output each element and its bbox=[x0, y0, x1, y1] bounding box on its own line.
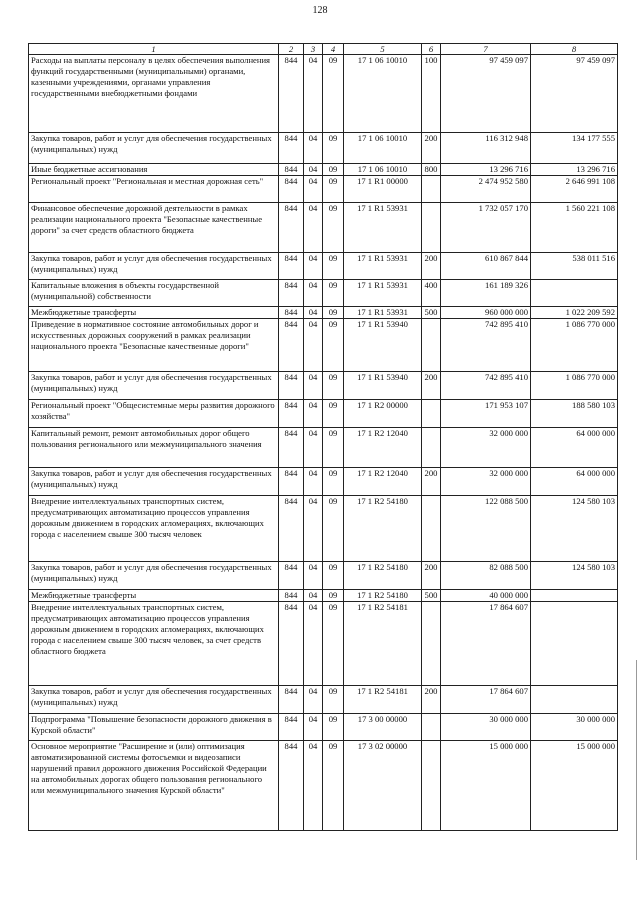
expense-type-code: 200 bbox=[422, 562, 441, 590]
admin-code: 844 bbox=[279, 714, 304, 741]
column-number: 7 bbox=[441, 44, 531, 55]
subsection-code: 09 bbox=[323, 372, 344, 400]
item-description: Внедрение интеллектуальных транспортных систем, предусматривающих автоматизацию процессов управления дорожным движением в городских агломерациях, включающих города с населением свыше 300 тысяч человек bbox=[29, 496, 279, 562]
table-row bbox=[29, 164, 618, 176]
section-code: 04 bbox=[304, 496, 323, 562]
subsection-code: 09 bbox=[323, 686, 344, 714]
target-article-code: 17 3 02 00000 bbox=[344, 741, 422, 831]
target-article-code: 17 1 R1 53931 bbox=[344, 253, 422, 280]
admin-code: 844 bbox=[279, 164, 304, 176]
expense-type-code: 800 bbox=[422, 164, 441, 176]
item-description: Внедрение интеллектуальных транспортных систем, предусматривающих автоматизацию процессов управления дорожным движением в городских агломерациях, включающих города с населением свыше 300 тысяч человек, за счет средств областного бюджета bbox=[29, 602, 279, 686]
amount-year-1: 610 867 844 bbox=[441, 253, 531, 280]
target-article-code: 17 1 R1 53931 bbox=[344, 307, 422, 319]
item-description: Закупка товаров, работ и услуг для обеспечения государственных (муниципальных) нужд bbox=[29, 686, 279, 714]
table-row bbox=[29, 562, 618, 590]
item-description: Капитальный ремонт, ремонт автомобильных дорог общего пользования регионального или межмуниципального значения bbox=[29, 428, 279, 468]
table-row bbox=[29, 55, 618, 133]
admin-code: 844 bbox=[279, 496, 304, 562]
table-row bbox=[29, 203, 618, 253]
amount-year-2: 30 000 000 bbox=[531, 714, 618, 741]
page-number: 128 bbox=[312, 5, 328, 16]
admin-code: 844 bbox=[279, 741, 304, 831]
table-row bbox=[29, 686, 618, 714]
amount-year-2: 1 086 770 000 bbox=[531, 319, 618, 372]
table-row bbox=[29, 428, 618, 468]
section-code: 04 bbox=[304, 686, 323, 714]
amount-year-2: 15 000 000 bbox=[531, 741, 618, 831]
expense-type-code bbox=[422, 714, 441, 741]
target-article-code: 17 1 R2 54180 bbox=[344, 562, 422, 590]
amount-year-1: 32 000 000 bbox=[441, 468, 531, 496]
subsection-code: 09 bbox=[323, 496, 344, 562]
expense-type-code: 200 bbox=[422, 372, 441, 400]
amount-year-1: 2 474 952 580 bbox=[441, 176, 531, 203]
target-article-code: 17 3 00 00000 bbox=[344, 714, 422, 741]
section-code: 04 bbox=[304, 741, 323, 831]
target-article-code: 17 1 R2 54181 bbox=[344, 602, 422, 686]
amount-year-2 bbox=[531, 602, 618, 686]
table-row bbox=[29, 372, 618, 400]
subsection-code: 09 bbox=[323, 280, 344, 307]
expense-type-code: 200 bbox=[422, 686, 441, 714]
item-description: Закупка товаров, работ и услуг для обеспечения государственных (муниципальных) нужд bbox=[29, 468, 279, 496]
amount-year-2: 1 560 221 108 bbox=[531, 203, 618, 253]
section-code: 04 bbox=[304, 176, 323, 203]
expense-type-code bbox=[422, 400, 441, 428]
amount-year-2: 1 022 209 592 bbox=[531, 307, 618, 319]
section-code: 04 bbox=[304, 400, 323, 428]
target-article-code: 17 1 R2 00000 bbox=[344, 400, 422, 428]
subsection-code: 09 bbox=[323, 319, 344, 372]
admin-code: 844 bbox=[279, 319, 304, 372]
column-number: 4 bbox=[323, 44, 344, 55]
admin-code: 844 bbox=[279, 55, 304, 133]
column-number: 1 bbox=[29, 44, 279, 55]
subsection-code: 09 bbox=[323, 428, 344, 468]
table-row bbox=[29, 253, 618, 280]
target-article-code: 17 1 R2 54180 bbox=[344, 496, 422, 562]
amount-year-2: 124 580 103 bbox=[531, 562, 618, 590]
expense-type-code bbox=[422, 741, 441, 831]
section-code: 04 bbox=[304, 280, 323, 307]
subsection-code: 09 bbox=[323, 468, 344, 496]
expense-type-code bbox=[422, 203, 441, 253]
expense-type-code bbox=[422, 428, 441, 468]
expense-type-code: 200 bbox=[422, 253, 441, 280]
item-description: Иные бюджетные ассигнования bbox=[29, 164, 279, 176]
amount-year-2: 97 459 097 bbox=[531, 55, 618, 133]
column-number: 6 bbox=[422, 44, 441, 55]
expense-type-code bbox=[422, 176, 441, 203]
item-description: Приведение в нормативное состояние автомобильных дорог и искусственных дорожных сооружений в рамках реализации национального проекта "Безопасные качественные дороги" bbox=[29, 319, 279, 372]
amount-year-1: 17 864 607 bbox=[441, 602, 531, 686]
subsection-code: 09 bbox=[323, 203, 344, 253]
table-row bbox=[29, 590, 618, 602]
column-number: 5 bbox=[344, 44, 422, 55]
amount-year-2: 2 646 991 108 bbox=[531, 176, 618, 203]
amount-year-1: 40 000 000 bbox=[441, 590, 531, 602]
admin-code: 844 bbox=[279, 428, 304, 468]
item-description: Закупка товаров, работ и услуг для обеспечения государственных (муниципальных) нужд bbox=[29, 133, 279, 164]
amount-year-1: 742 895 410 bbox=[441, 372, 531, 400]
table-row bbox=[29, 468, 618, 496]
section-code: 04 bbox=[304, 428, 323, 468]
subsection-code: 09 bbox=[323, 741, 344, 831]
section-code: 04 bbox=[304, 253, 323, 280]
table-row bbox=[29, 307, 618, 319]
amount-year-1: 122 088 500 bbox=[441, 496, 531, 562]
item-description: Расходы на выплаты персоналу в целях обеспечения выполнения функций государственными (муниципальными) органами, казенными учреждениями, органами управления государственными внебюджетными фондами bbox=[29, 55, 279, 133]
section-code: 04 bbox=[304, 714, 323, 741]
target-article-code: 17 1 R2 54181 bbox=[344, 686, 422, 714]
table-row bbox=[29, 741, 618, 831]
table-row bbox=[29, 602, 618, 686]
table-row bbox=[29, 280, 618, 307]
item-description: Закупка товаров, работ и услуг для обеспечения государственных (муниципальных) нужд bbox=[29, 253, 279, 280]
admin-code: 844 bbox=[279, 203, 304, 253]
expense-type-code bbox=[422, 496, 441, 562]
table-row bbox=[29, 714, 618, 741]
target-article-code: 17 1 06 10010 bbox=[344, 164, 422, 176]
item-description: Закупка товаров, работ и услуг для обеспечения государственных (муниципальных) нужд bbox=[29, 562, 279, 590]
target-article-code: 17 1 R2 12040 bbox=[344, 468, 422, 496]
amount-year-2 bbox=[531, 590, 618, 602]
section-code: 04 bbox=[304, 164, 323, 176]
section-code: 04 bbox=[304, 203, 323, 253]
amount-year-2: 188 580 103 bbox=[531, 400, 618, 428]
item-description: Капитальные вложения в объекты государственной (муниципальной) собственности bbox=[29, 280, 279, 307]
amount-year-1: 97 459 097 bbox=[441, 55, 531, 133]
table-row bbox=[29, 496, 618, 562]
subsection-code: 09 bbox=[323, 590, 344, 602]
expense-type-code: 200 bbox=[422, 133, 441, 164]
target-article-code: 17 1 R2 12040 bbox=[344, 428, 422, 468]
column-number: 3 bbox=[304, 44, 323, 55]
amount-year-1: 82 088 500 bbox=[441, 562, 531, 590]
section-code: 04 bbox=[304, 55, 323, 133]
admin-code: 844 bbox=[279, 590, 304, 602]
target-article-code: 17 1 R1 53940 bbox=[344, 372, 422, 400]
column-number-row bbox=[29, 44, 618, 55]
target-article-code: 17 1 R1 53931 bbox=[344, 280, 422, 307]
admin-code: 844 bbox=[279, 176, 304, 203]
subsection-code: 09 bbox=[323, 176, 344, 203]
amount-year-2: 538 011 516 bbox=[531, 253, 618, 280]
expense-type-code: 200 bbox=[422, 468, 441, 496]
amount-year-2: 134 177 555 bbox=[531, 133, 618, 164]
column-number: 2 bbox=[279, 44, 304, 55]
amount-year-2: 1 086 770 000 bbox=[531, 372, 618, 400]
amount-year-2 bbox=[531, 686, 618, 714]
amount-year-1: 1 732 057 170 bbox=[441, 203, 531, 253]
subsection-code: 09 bbox=[323, 253, 344, 280]
table-row bbox=[29, 319, 618, 372]
expense-type-code bbox=[422, 602, 441, 686]
subsection-code: 09 bbox=[323, 562, 344, 590]
section-code: 04 bbox=[304, 562, 323, 590]
amount-year-1: 960 000 000 bbox=[441, 307, 531, 319]
item-description: Межбюджетные трансферты bbox=[29, 307, 279, 319]
amount-year-1: 17 864 607 bbox=[441, 686, 531, 714]
expense-type-code: 100 bbox=[422, 55, 441, 133]
table-row bbox=[29, 400, 618, 428]
section-code: 04 bbox=[304, 372, 323, 400]
subsection-code: 09 bbox=[323, 55, 344, 133]
subsection-code: 09 bbox=[323, 133, 344, 164]
admin-code: 844 bbox=[279, 562, 304, 590]
amount-year-1: 30 000 000 bbox=[441, 714, 531, 741]
item-description: Региональный проект "Общесистемные меры развития дорожного хозяйства" bbox=[29, 400, 279, 428]
expense-type-code: 400 bbox=[422, 280, 441, 307]
amount-year-2: 64 000 000 bbox=[531, 428, 618, 468]
admin-code: 844 bbox=[279, 468, 304, 496]
target-article-code: 17 1 06 10010 bbox=[344, 133, 422, 164]
amount-year-2: 124 580 103 bbox=[531, 496, 618, 562]
target-article-code: 17 1 R1 53931 bbox=[344, 203, 422, 253]
subsection-code: 09 bbox=[323, 714, 344, 741]
item-description: Финансовое обеспечение дорожной деятельности в рамках реализации национального проекта "Безопасные качественные дороги" за счет средств областного бюджета bbox=[29, 203, 279, 253]
subsection-code: 09 bbox=[323, 164, 344, 176]
item-description: Межбюджетные трансферты bbox=[29, 590, 279, 602]
admin-code: 844 bbox=[279, 686, 304, 714]
item-description: Региональный проект "Региональная и местная дорожная сеть" bbox=[29, 176, 279, 203]
section-code: 04 bbox=[304, 319, 323, 372]
item-description: Основное мероприятие "Расширение и (или) оптимизация автоматизированной системы фотосъемки и видеозаписи нарушений правил дорожного движения Российской Федерации на автомобильных дорогах общего пользования регионального или межмуниципального значения Курской области" bbox=[29, 741, 279, 831]
amount-year-1: 116 312 948 bbox=[441, 133, 531, 164]
column-number: 8 bbox=[531, 44, 618, 55]
expense-type-code: 500 bbox=[422, 590, 441, 602]
amount-year-1: 32 000 000 bbox=[441, 428, 531, 468]
section-code: 04 bbox=[304, 590, 323, 602]
section-code: 04 bbox=[304, 468, 323, 496]
admin-code: 844 bbox=[279, 400, 304, 428]
section-code: 04 bbox=[304, 307, 323, 319]
target-article-code: 17 1 R1 53940 bbox=[344, 319, 422, 372]
table-row bbox=[29, 176, 618, 203]
amount-year-1: 15 000 000 bbox=[441, 741, 531, 831]
item-description: Закупка товаров, работ и услуг для обеспечения государственных (муниципальных) нужд bbox=[29, 372, 279, 400]
subsection-code: 09 bbox=[323, 307, 344, 319]
item-description: Подпрограмма "Повышение безопасности дорожного движения в Курской области" bbox=[29, 714, 279, 741]
table-row bbox=[29, 133, 618, 164]
section-code: 04 bbox=[304, 602, 323, 686]
admin-code: 844 bbox=[279, 372, 304, 400]
admin-code: 844 bbox=[279, 307, 304, 319]
amount-year-1: 171 953 107 bbox=[441, 400, 531, 428]
scan-edge-line bbox=[636, 660, 637, 860]
amount-year-1: 161 189 326 bbox=[441, 280, 531, 307]
amount-year-2 bbox=[531, 280, 618, 307]
target-article-code: 17 1 R2 54180 bbox=[344, 590, 422, 602]
subsection-code: 09 bbox=[323, 602, 344, 686]
amount-year-1: 13 296 716 bbox=[441, 164, 531, 176]
admin-code: 844 bbox=[279, 602, 304, 686]
amount-year-1: 742 895 410 bbox=[441, 319, 531, 372]
target-article-code: 17 1 06 10010 bbox=[344, 55, 422, 133]
admin-code: 844 bbox=[279, 133, 304, 164]
section-code: 04 bbox=[304, 133, 323, 164]
amount-year-2: 64 000 000 bbox=[531, 468, 618, 496]
expense-type-code bbox=[422, 319, 441, 372]
target-article-code: 17 1 R1 00000 bbox=[344, 176, 422, 203]
admin-code: 844 bbox=[279, 280, 304, 307]
budget-table bbox=[28, 43, 618, 831]
amount-year-2: 13 296 716 bbox=[531, 164, 618, 176]
subsection-code: 09 bbox=[323, 400, 344, 428]
expense-type-code: 500 bbox=[422, 307, 441, 319]
admin-code: 844 bbox=[279, 253, 304, 280]
